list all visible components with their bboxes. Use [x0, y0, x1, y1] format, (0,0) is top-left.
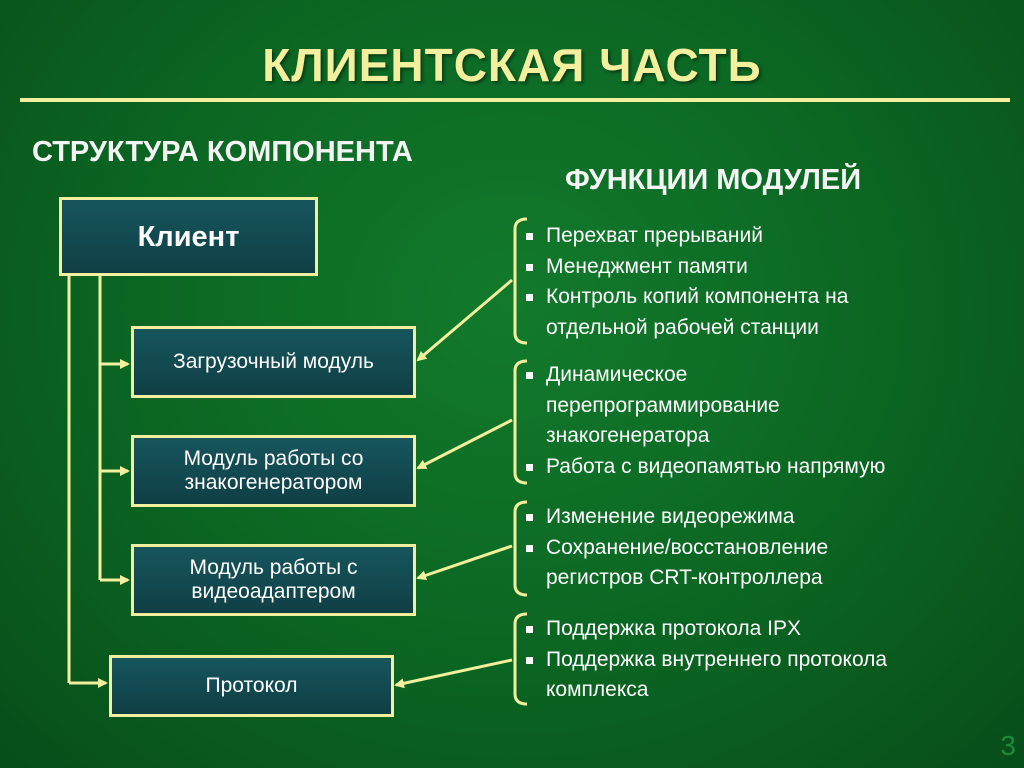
function-item: Поддержка протокола IPX: [524, 614, 979, 645]
client-box: Клиент: [59, 197, 318, 276]
function-arrow-3: [418, 546, 512, 578]
module-box-protocol: Протокол: [109, 655, 394, 717]
function-item: Контроль копий компонента на отдельной рабочей станции: [524, 282, 944, 343]
function-item: Работа с видеопамятью напрямую: [524, 452, 834, 483]
page-number: 3: [1000, 730, 1016, 761]
function-list-protocol: [524, 614, 979, 706]
function-item: Сохранение/восстановление регистров CRT-контроллера: [524, 533, 924, 594]
function-arrow-2: [418, 420, 512, 468]
module-box-videoadapter: Модуль работы с видеоадаптером: [131, 544, 416, 616]
function-arrow-1: [418, 280, 512, 360]
functions-heading: ФУНКЦИИ МОДУЛЕЙ: [565, 164, 862, 196]
function-arrow-4: [396, 660, 512, 685]
module-box-chargen: Модуль работы со знакогенератором: [131, 435, 416, 507]
function-item: Менеджмент памяти: [524, 252, 944, 283]
structure-heading: СТРУКТУРА КОМПОНЕНТА: [32, 136, 413, 168]
function-item: Перехват прерываний: [524, 221, 944, 252]
slide-title: КЛИЕНТСКАЯ ЧАСТЬ: [262, 39, 762, 91]
function-list-loader: [524, 221, 944, 343]
function-item: Динамическое перепрограммирование знакогенератора: [524, 360, 834, 452]
function-list-videoadapter: [524, 502, 924, 594]
function-item: Изменение видеорежима: [524, 502, 924, 533]
function-item: Поддержка внутреннего протокола комплекса: [524, 645, 979, 706]
function-list-chargen: [524, 360, 886, 482]
module-box-loader: Загрузочный модуль: [131, 326, 416, 398]
